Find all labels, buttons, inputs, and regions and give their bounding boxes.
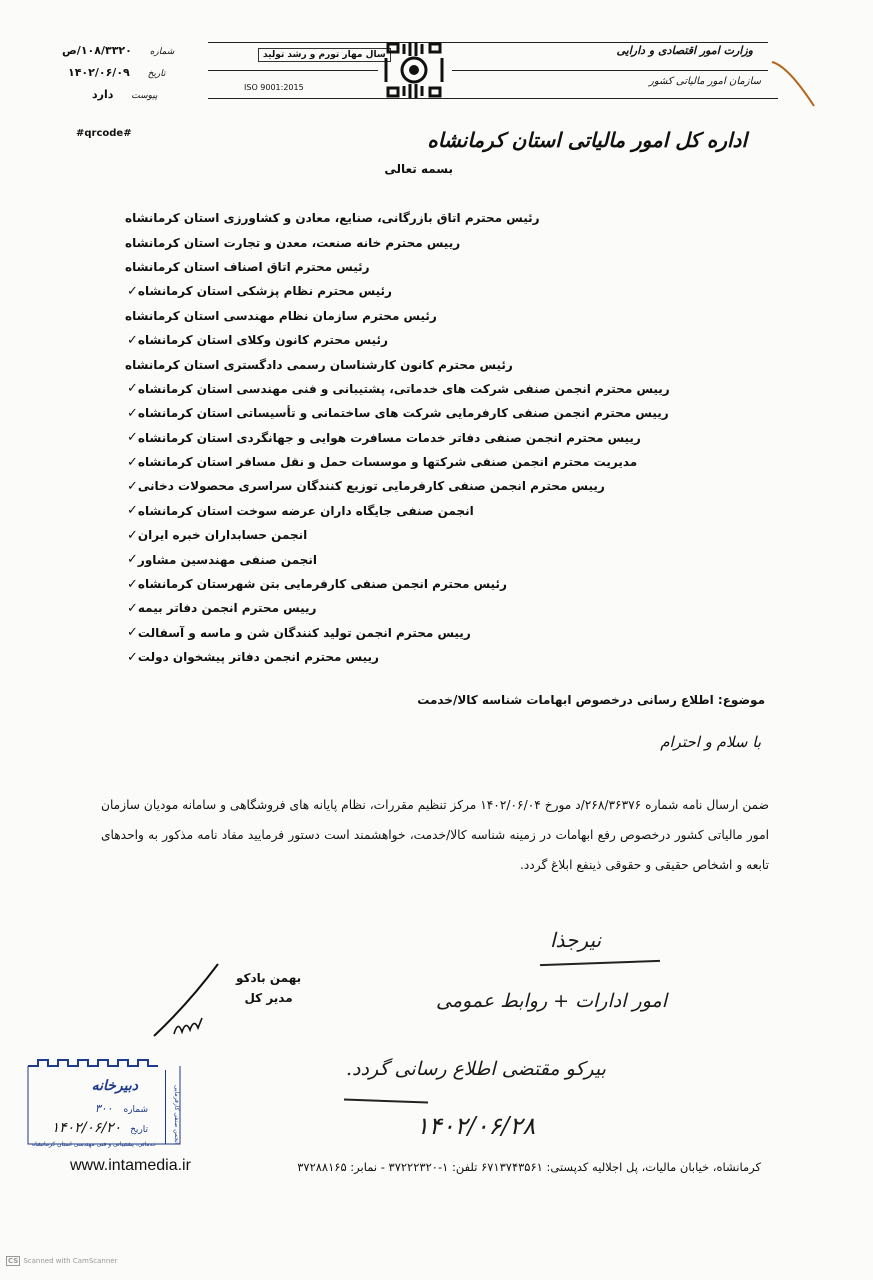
secretariat-bottom-text: خدماتی، پشتیبانی و فنی مهندسی استان کرمانشاه bbox=[32, 1141, 157, 1148]
secretariat-number-value: ۳۰۰ bbox=[94, 1102, 113, 1115]
checkmark-icon: ✓ bbox=[127, 649, 138, 665]
checkmark-icon: ✓ bbox=[127, 454, 138, 470]
slogan-box: سال مهار تورم و رشد تولید bbox=[258, 48, 391, 62]
checkmark-icon: ✓ bbox=[127, 405, 138, 421]
handwritten-note-1: نیرجذا bbox=[550, 928, 602, 952]
handwritten-note-2: امور ادارات + روابط عمومی bbox=[436, 990, 667, 1012]
recipient-item bbox=[125, 499, 765, 523]
recipient-item bbox=[125, 450, 765, 474]
checkmark-icon: ✓ bbox=[127, 552, 138, 568]
letter-attachment bbox=[92, 88, 158, 101]
recipient-item bbox=[125, 255, 765, 279]
recipient-text: انجمن حسابداران خبره ایران bbox=[137, 528, 308, 543]
basmala: بسمه تعالی bbox=[384, 162, 453, 176]
secretariat-number-label: شماره bbox=[123, 1105, 148, 1115]
recipient-item bbox=[125, 206, 765, 230]
recipient-list bbox=[125, 206, 765, 669]
department-title: اداره کل امور مالیاتی استان کرمانشاه bbox=[427, 128, 747, 152]
scanner-watermark bbox=[6, 1256, 117, 1266]
recipient-text: رییس محترم انجمن دفاتر پیشخوان دولت bbox=[137, 650, 379, 665]
checkmark-icon: ✓ bbox=[127, 332, 138, 348]
checkmark-icon: ✓ bbox=[127, 503, 138, 519]
secretariat-stamp bbox=[26, 1058, 186, 1148]
organization-name: سازمان امور مالیاتی کشور bbox=[649, 76, 761, 87]
letter-number-value: ۱۰۸/۳۳۲۰/ص bbox=[62, 44, 132, 57]
secretariat-date bbox=[52, 1120, 148, 1136]
recipient-text: انجمن صنفی جایگاه داران عرضه سوخت استان کرمانشاه bbox=[137, 503, 474, 518]
checkmark-icon: ✓ bbox=[127, 527, 138, 543]
subject-line: موضوع: اطلاع رسانی درخصوص ابهامات شناسه کالا/خدمت bbox=[417, 693, 765, 707]
signature bbox=[148, 944, 268, 1044]
recipient-item bbox=[125, 572, 765, 596]
recipient-text: رئیس محترم کانون کارشناسان رسمی دادگستری استان کرمانشاه bbox=[125, 357, 513, 372]
recipient-text: مدیریت محترم انجمن صنفی شرکتها و موسسات حمل و نقل مسافر استان کرمانشاه bbox=[137, 455, 638, 470]
footer-website: www.intamedia.ir bbox=[70, 1157, 191, 1174]
recipient-text: انجمن صنفی مهندسین مشاور bbox=[137, 552, 318, 567]
letter-body: ضمن ارسال نامه شماره ۲۶۸/۳۶۳۷۶/د مورخ ۱۴۰۲/۰۶/۰۴ مرکز تنظیم مقررات، نظام پایانه های فروشگاهی و سامانه مودیان سازمان امور مالیاتی کشور درخصوص رفع ابهامات در زمینه شناسه کالا/خدمت، خواهشمند است دستور فرمایید مفاد نامه مذکور به واحدهای تابعه و اشخاص حقیقی و حقوقی ذینفع ابلاغ گردد. bbox=[101, 798, 769, 872]
recipient-text: رییس محترم خانه صنعت، معدن و تجارت استان کرمانشاه bbox=[125, 235, 461, 250]
recipient-text: رییس محترم انجمن دفاتر بیمه bbox=[137, 601, 317, 616]
recipient-text: رئیس محترم اتاق بازرگانی، صنایع، معادن و کشاورزی استان کرمانشاه bbox=[125, 211, 540, 226]
secretariat-number bbox=[95, 1102, 148, 1115]
letter-attachment-label: پیوست bbox=[131, 91, 158, 101]
recipient-text: رئیس محترم اتاق اصناف استان کرمانشاه bbox=[125, 259, 370, 274]
signer-title: مدیر کل bbox=[244, 991, 293, 1005]
scanner-text: Scanned with CamScanner bbox=[23, 1257, 118, 1265]
scanner-badge: CS bbox=[8, 1257, 19, 1265]
recipient-item bbox=[125, 304, 765, 328]
greeting: با سلام و احترام bbox=[660, 733, 761, 751]
recipient-text: رییس محترم انجمن صنفی کارفرمایی شرکت های ساختمانی و تأسیساتی استان کرمانشاه bbox=[137, 406, 669, 421]
recipient-text: رئیس محترم سازمان نظام مهندسی استان کرمانشاه bbox=[125, 308, 437, 323]
header-mid-rule bbox=[208, 70, 378, 71]
handwritten-note-3: بیرکو مقتضی اطلاع رسانی گردد. bbox=[346, 1058, 606, 1080]
footer-address: کرمانشاه، خیابان مالیات، پل اجلالیه کدپستی: ۶۷۱۳۷۴۳۵۶۱ تلفن: ۱-۳۷۲۲۲۳۲۰ - نمابر: ۳۷۲۸۸۱۶۵ bbox=[297, 1160, 761, 1174]
recipient-item bbox=[125, 596, 765, 620]
qrcode-placeholder: #qrcode# bbox=[76, 128, 132, 139]
header-top-rule bbox=[208, 42, 768, 43]
recipient-item bbox=[125, 426, 765, 450]
secretariat-side-text: انجمن صنفی کارفرمایی bbox=[165, 1070, 180, 1144]
recipient-item bbox=[125, 377, 765, 401]
recipient-item bbox=[125, 230, 765, 254]
recipient-item bbox=[125, 401, 765, 425]
recipient-item bbox=[125, 474, 765, 498]
tax-organization-logo bbox=[382, 40, 446, 100]
recipient-text: رییس محترم انجمن تولید کنندگان شن و ماسه و آسفالت bbox=[137, 625, 471, 640]
recipient-item bbox=[125, 352, 765, 376]
recipient-item bbox=[125, 645, 765, 669]
ministry-name: وزارت امور اقتصادی و دارایی bbox=[616, 44, 753, 57]
recipient-text: رئیس محترم کانون وکلای استان کرمانشاه bbox=[137, 333, 388, 348]
checkmark-icon: ✓ bbox=[127, 625, 138, 641]
handwritten-date: ۱۴۰۲/۰۶/۲۸ bbox=[416, 1112, 536, 1140]
signer-name: بهمن بادکو bbox=[236, 971, 302, 985]
recipient-text: رئیس محترم نظام پزشکی استان کرمانشاه bbox=[137, 284, 392, 299]
handwritten-underline bbox=[540, 960, 660, 966]
recipient-text: رییس محترم انجمن صنفی دفاتر خدمات مسافرت هوایی و جهانگردی استان کرمانشاه bbox=[137, 430, 641, 445]
checkmark-icon: ✓ bbox=[127, 430, 138, 446]
recipient-item bbox=[125, 279, 765, 303]
checkmark-icon: ✓ bbox=[127, 600, 138, 616]
letter-attachment-value: دارد bbox=[92, 88, 114, 101]
handwritten-underline-2 bbox=[344, 1099, 428, 1104]
header-mid-rule-right bbox=[452, 70, 768, 71]
checkmark-icon: ✓ bbox=[127, 381, 138, 397]
secretariat-date-value: ۱۴۰۲/۰۶/۲۰ bbox=[51, 1120, 122, 1136]
recipient-text: رئیس محترم انجمن صنفی کارفرمایی بتن شهرستان کرمانشاه bbox=[137, 577, 507, 592]
recipient-text: رییس محترم انجمن صنفی کارفرمایی توزیع کنندگان سراسری محصولات دخانی bbox=[137, 479, 605, 494]
pen-mark bbox=[768, 56, 818, 112]
checkmark-icon: ✓ bbox=[127, 283, 138, 299]
iso-box: ISO 9001:2015 bbox=[244, 83, 304, 92]
letter-date-value: ۱۴۰۲/۰۶/۰۹ bbox=[68, 66, 130, 79]
recipient-item bbox=[125, 523, 765, 547]
letter-date-label: تاریخ bbox=[147, 69, 166, 79]
letter-number bbox=[62, 44, 174, 57]
secretariat-title: دبیرخانه bbox=[91, 1078, 138, 1094]
secretariat-date-label: تاریخ bbox=[130, 1125, 148, 1135]
letter-date bbox=[68, 66, 166, 79]
recipient-item bbox=[125, 547, 765, 571]
recipient-item bbox=[125, 328, 765, 352]
recipient-item bbox=[125, 621, 765, 645]
checkmark-icon: ✓ bbox=[127, 478, 138, 494]
letter-number-label: شماره bbox=[149, 47, 175, 57]
recipient-text: رییس محترم انجمن صنفی شرکت های خدماتی، پشتیبانی و فنی مهندسی استان کرمانشاه bbox=[137, 381, 670, 396]
header-bottom-rule bbox=[208, 98, 778, 99]
checkmark-icon: ✓ bbox=[127, 576, 138, 592]
